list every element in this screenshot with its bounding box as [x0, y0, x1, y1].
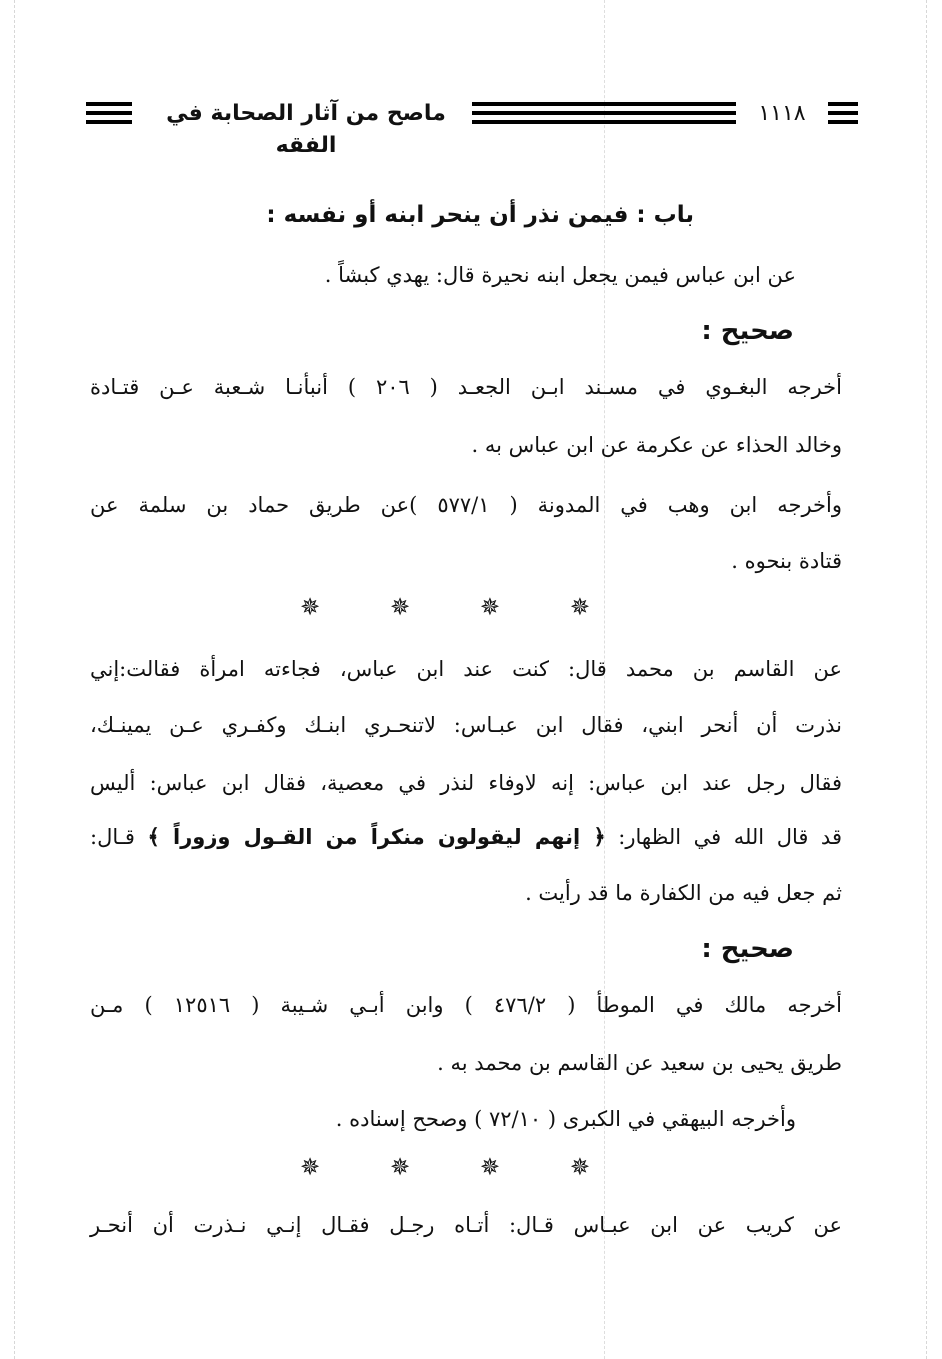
star-ornament: ✵: [479, 593, 501, 621]
header-rule: [830, 102, 858, 106]
book-title: ماصح من آثار الصحابة في الفقه: [146, 98, 466, 130]
takhrij-line: وخالد الحذاء عن عكرمة عن ابن عباس به .: [471, 433, 842, 457]
takhrij-line: أخرجه مالك في الموطأ ( ٤٧٦/٢ ) وابن أبـي شـيبة ( ١٢٥١٦ ) مـن: [90, 993, 842, 1017]
grade-label: صحيح :: [701, 934, 794, 964]
star-ornament: ✵: [300, 1153, 321, 1181]
athar-text: قد قال الله في الظهار:: [618, 825, 842, 849]
header-rule: [86, 111, 132, 115]
takhrij-line: قتادة بنحوه .: [731, 549, 842, 573]
athar-text: عن القاسم بن محمد قال: كنت عند ابن عباس، فجاءته امرأة فقالت:إني: [90, 657, 842, 681]
header-rule: [86, 120, 132, 124]
athar-text: قـال:: [90, 825, 135, 849]
star-ornament: ✵: [569, 593, 590, 621]
chapter-heading: باب : فيمن نذر أن ينحر ابنه أو نفسه :: [266, 202, 694, 228]
star-ornament: ✵: [569, 1153, 590, 1181]
star-ornament: ✵: [389, 1153, 411, 1181]
athar-text: فقال رجل عند ابن عباس: إنه لاوفاء لنذر في معصية، فقال ابن عباس: أليس: [90, 771, 842, 795]
star-ornament: ✵: [479, 1153, 501, 1181]
takhrij-line: وأخرجه البيهقي في الكبرى ( ٧٢/١٠ ) وصحح إسناده .: [335, 1107, 796, 1131]
athar-text: ثم جعل فيه من الكفارة ما قد رأيت .: [525, 881, 842, 905]
athar-text-with-quran: [90, 820, 842, 854]
quran-quote: ﴿ إنهم ليقولون منكراً من القـول وزوراً ﴾: [147, 825, 606, 849]
running-header: [86, 98, 856, 158]
page-number: ١١١٨: [736, 98, 828, 130]
scan-line-right: [926, 0, 927, 1359]
star-ornament: ✵: [389, 593, 411, 621]
takhrij-line: طريق يحيى بن سعيد عن القاسم بن محمد به .: [437, 1051, 842, 1075]
athar-text: عن كريب عن ابن عبـاس قـال: أتـاه رجـل فقـال إنـي نـذرت أن أنحـر: [90, 1213, 842, 1237]
star-ornament: ✵: [300, 593, 321, 621]
section-separator: [300, 1152, 590, 1182]
header-rule: [86, 102, 132, 106]
takhrij-line: وأخرجه ابن وهب في المدونة ( ٥٧٧/١ )عن طريق حماد بن سلمة عن: [90, 493, 842, 517]
takhrij-line: أخرجه البغـوي في مسـند ابـن الجعـد ( ٢٠٦ ) أنبأنـا شـعبة عـن قتـادة: [90, 375, 842, 399]
header-rule: [830, 111, 858, 115]
header-rule: [830, 120, 858, 124]
scan-line-left: [14, 0, 15, 1359]
athar-text: عن ابن عباس فيمن يجعل ابنه نحيرة قال: يهدي كبشاً .: [324, 263, 796, 287]
section-separator: [300, 592, 590, 622]
athar-text: نذرت أن أنحر ابني، فقال ابن عبـاس: لاتنحـري ابنـك وكفـري عـن يمينـك،: [90, 713, 843, 737]
grade-label: صحيح :: [701, 316, 794, 346]
